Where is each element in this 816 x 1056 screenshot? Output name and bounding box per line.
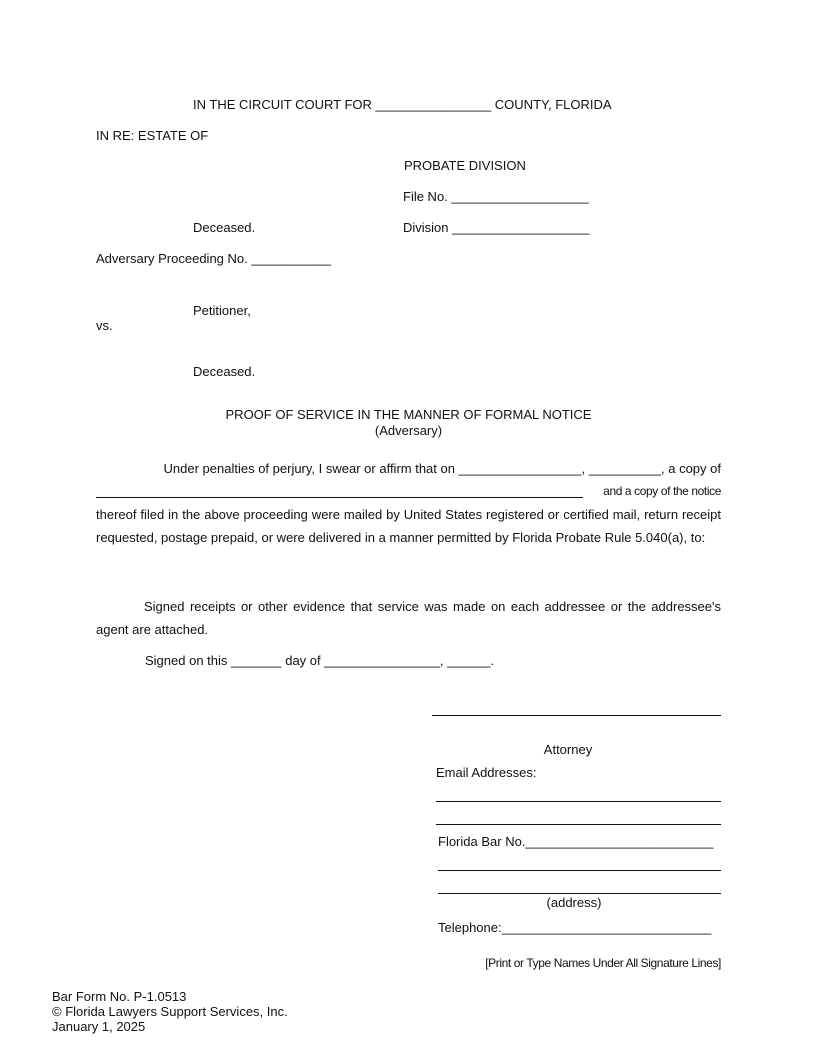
attorney-label: Attorney bbox=[543, 742, 593, 757]
address-line-2 bbox=[438, 893, 721, 894]
perjury-statement-line1: Under penalties of perjury, I swear or affirm that on _________________, __________, a copy of bbox=[163, 461, 721, 476]
division-number: Division ___________________ bbox=[403, 220, 590, 235]
bar-form-number: Bar Form No. P-1.0513 bbox=[52, 989, 187, 1004]
address-label: (address) bbox=[546, 895, 602, 910]
copyright-notice: © Florida Lawyers Support Services, Inc. bbox=[52, 1004, 288, 1019]
address-line-1 bbox=[438, 870, 721, 871]
attorney-signature-line bbox=[432, 715, 721, 716]
document-title: PROOF OF SERVICE IN THE MANNER OF FORMAL NOTICE bbox=[225, 407, 592, 422]
email-line-2 bbox=[436, 824, 721, 825]
email-addresses-label: Email Addresses: bbox=[436, 765, 537, 780]
probate-division: PROBATE DIVISION bbox=[404, 158, 526, 173]
perjury-statement-line2-tail: and a copy of the notice bbox=[603, 484, 721, 498]
form-date: January 1, 2025 bbox=[52, 1019, 146, 1034]
email-line-1 bbox=[436, 801, 721, 802]
document-subtitle: (Adversary) bbox=[374, 423, 443, 438]
court-line: IN THE CIRCUIT COURT FOR ________________ COUNTY, FLORIDA bbox=[193, 97, 612, 112]
telephone-line: Telephone:_____________________________ bbox=[438, 920, 712, 935]
vs-label: vs. bbox=[96, 318, 113, 333]
signed-on-line: Signed on this _______ day of ________________, ______. bbox=[145, 653, 495, 668]
in-re-estate: IN RE: ESTATE OF bbox=[96, 128, 209, 143]
adversary-proceeding-number: Adversary Proceeding No. ___________ bbox=[96, 251, 331, 266]
document-copy-blank-line bbox=[96, 497, 583, 498]
petitioner-label: Petitioner, bbox=[193, 303, 251, 318]
receipts-statement: Signed receipts or other evidence that service was made on each addressee or the addressee's agent are attached. bbox=[96, 599, 721, 637]
print-names-note: [Print or Type Names Under All Signature Lines] bbox=[485, 956, 721, 970]
deceased-label-1: Deceased. bbox=[193, 220, 256, 235]
perjury-statement-rest: thereof filed in the above proceeding were mailed by United States registered or certified mail, return receipt requested, postage prepaid, or were delivered in a manner permitted by Florida Probate Rule 5.040(a), to: bbox=[96, 507, 721, 545]
florida-bar-number: Florida Bar No.__________________________ bbox=[438, 834, 714, 849]
deceased-label-2: Deceased. bbox=[193, 364, 256, 379]
file-number: File No. ___________________ bbox=[403, 189, 589, 204]
